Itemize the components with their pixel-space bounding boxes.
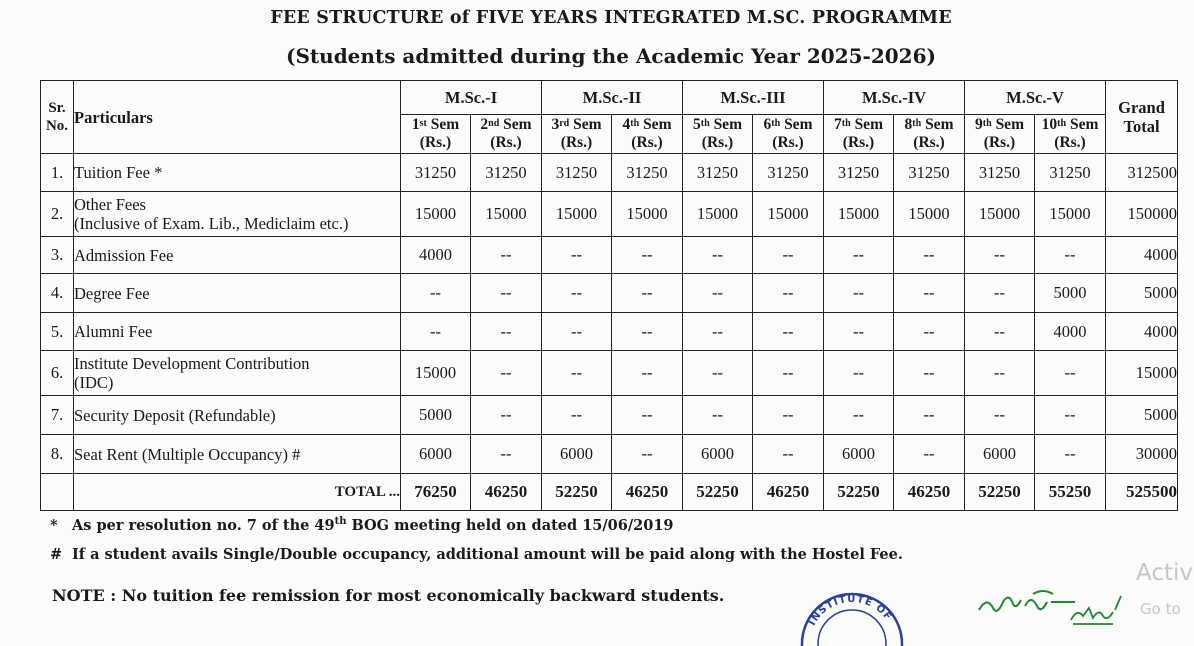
- group-header: M.Sc.-III: [683, 81, 824, 115]
- fee-value: --: [894, 396, 965, 435]
- fee-value: 6000: [965, 435, 1035, 474]
- fee-value: --: [612, 351, 683, 396]
- fee-value: 15000: [683, 192, 753, 237]
- semester-header: 5th Sem (Rs.): [683, 115, 753, 154]
- particulars-header: Particulars: [74, 81, 401, 154]
- group-header: M.Sc.-V: [965, 81, 1106, 115]
- fee-value: --: [471, 274, 542, 313]
- fee-value: --: [612, 237, 683, 274]
- particular: Tuition Fee *: [74, 154, 401, 192]
- group-header: M.Sc.-II: [542, 81, 683, 115]
- fee-value: 6000: [683, 435, 753, 474]
- fee-value: 31250: [824, 154, 894, 192]
- fee-value: 15000: [753, 192, 824, 237]
- footnote-seat-rent: # If a student avails Single/Double occupancy, additional amount will be paid along with the Hostel Fee.: [50, 546, 903, 563]
- fee-value: --: [683, 313, 753, 351]
- signature: [975, 580, 1135, 629]
- fee-value: --: [612, 313, 683, 351]
- sr-no: 4.: [41, 274, 74, 313]
- total-value: 46250: [753, 474, 824, 511]
- fee-value: --: [894, 274, 965, 313]
- fee-structure-table: [40, 80, 1178, 511]
- sr-no: 2.: [41, 192, 74, 237]
- fee-value: --: [894, 237, 965, 274]
- fee-value: 6000: [401, 435, 471, 474]
- sr-no: 5.: [41, 313, 74, 351]
- sr-no: 6.: [41, 351, 74, 396]
- fee-value: 31250: [401, 154, 471, 192]
- fee-value: --: [612, 274, 683, 313]
- semester-header: 7th Sem (Rs.): [824, 115, 894, 154]
- particular: Institute Development Contribution (IDC): [74, 351, 401, 396]
- fee-value: --: [894, 435, 965, 474]
- fee-value: --: [542, 396, 612, 435]
- activation-watermark-sub: Go to: [1140, 600, 1181, 618]
- page-subtitle: (Students admitted during the Academic Year 2025-2026): [286, 44, 936, 68]
- fee-value: --: [824, 274, 894, 313]
- fee-value: 15000: [401, 192, 471, 237]
- table-row: [41, 435, 1178, 474]
- semester-header: 3rd Sem (Rs.): [542, 115, 612, 154]
- sr-no: 3.: [41, 237, 74, 274]
- total-value: 52250: [683, 474, 753, 511]
- footnote-mark: #: [50, 546, 63, 563]
- fee-value: --: [894, 351, 965, 396]
- fee-value: 6000: [542, 435, 612, 474]
- activation-watermark: Activ: [1136, 560, 1193, 586]
- footnote-tuition: * As per resolution no. 7 of the 49th BOG meeting held on dated 15/06/2019: [50, 516, 674, 534]
- fee-value: 31250: [894, 154, 965, 192]
- fee-value: --: [824, 396, 894, 435]
- total-row: [41, 474, 1178, 511]
- fee-value: 15000: [612, 192, 683, 237]
- fee-value: --: [753, 237, 824, 274]
- total-value: 46250: [471, 474, 542, 511]
- grand-total-value: 30000: [1106, 435, 1178, 474]
- sr-no: 8.: [41, 435, 74, 474]
- svg-text:INSTITUTE OF: INSTITUTE OF: [806, 593, 894, 628]
- fee-value: --: [683, 351, 753, 396]
- grand-total-value: 4000: [1106, 313, 1178, 351]
- note-text: NOTE : No tuition fee remission for most economically backward students.: [52, 586, 725, 605]
- fee-value: 31250: [965, 154, 1035, 192]
- fee-value: --: [965, 351, 1035, 396]
- semester-header: 10th Sem (Rs.): [1035, 115, 1106, 154]
- fee-value: 15000: [471, 192, 542, 237]
- fee-value: --: [471, 237, 542, 274]
- fee-value: --: [824, 237, 894, 274]
- semester-header: 9th Sem (Rs.): [965, 115, 1035, 154]
- grand-total-value: 312500: [1106, 154, 1178, 192]
- fee-value: --: [1035, 396, 1106, 435]
- fee-value: --: [965, 313, 1035, 351]
- fee-value: --: [753, 396, 824, 435]
- fee-value: 15000: [1035, 192, 1106, 237]
- fee-value: --: [542, 274, 612, 313]
- particular: Alumni Fee: [74, 313, 401, 351]
- fee-value: 31250: [753, 154, 824, 192]
- fee-value: 4000: [401, 237, 471, 274]
- fee-value: --: [542, 237, 612, 274]
- fee-value: 5000: [401, 396, 471, 435]
- semester-header: 4th Sem (Rs.): [612, 115, 683, 154]
- particular: Other Fees (Inclusive of Exam. Lib., Mediclaim etc.): [74, 192, 401, 237]
- fee-value: --: [612, 435, 683, 474]
- semester-header: 2nd Sem (Rs.): [471, 115, 542, 154]
- fee-value: 15000: [965, 192, 1035, 237]
- table-row: [41, 313, 1178, 351]
- footnote-mark: *: [50, 517, 58, 534]
- total-value: 55250: [1035, 474, 1106, 511]
- particular: Admission Fee: [74, 237, 401, 274]
- grand-total-value: 150000: [1106, 192, 1178, 237]
- fee-value: 6000: [824, 435, 894, 474]
- page-title: FEE STRUCTURE of FIVE YEARS INTEGRATED M.SC. PROGRAMME: [270, 8, 952, 28]
- fee-value: 4000: [1035, 313, 1106, 351]
- particular: Security Deposit (Refundable): [74, 396, 401, 435]
- grand-total-value: 5000: [1106, 396, 1178, 435]
- table-row: [41, 192, 1178, 237]
- fee-value: --: [612, 396, 683, 435]
- fee-value: --: [401, 313, 471, 351]
- total-value: 76250: [401, 474, 471, 511]
- table-row: [41, 396, 1178, 435]
- fee-value: --: [965, 274, 1035, 313]
- fee-value: 31250: [542, 154, 612, 192]
- fee-value: --: [683, 274, 753, 313]
- institute-seal: [796, 586, 906, 646]
- fee-value: --: [401, 274, 471, 313]
- fee-value: --: [471, 396, 542, 435]
- grand-total-value: 15000: [1106, 351, 1178, 396]
- fee-value: --: [753, 274, 824, 313]
- fee-value: --: [824, 351, 894, 396]
- fee-value: --: [542, 351, 612, 396]
- grand-total-value: 5000: [1106, 274, 1178, 313]
- semester-header: 6th Sem (Rs.): [753, 115, 824, 154]
- particular: Degree Fee: [74, 274, 401, 313]
- table-row: [41, 274, 1178, 313]
- grand-total-header: Grand Total: [1106, 81, 1178, 154]
- total-value: 46250: [894, 474, 965, 511]
- grand-total-sum: 525500: [1106, 474, 1178, 511]
- fee-value: --: [683, 396, 753, 435]
- fee-value: --: [894, 313, 965, 351]
- sr-no: 7.: [41, 396, 74, 435]
- fee-value: --: [753, 351, 824, 396]
- fee-value: 15000: [542, 192, 612, 237]
- semester-header: 8th Sem (Rs.): [894, 115, 965, 154]
- fee-value: --: [824, 313, 894, 351]
- sr-no: 1.: [41, 154, 74, 192]
- total-value: 46250: [612, 474, 683, 511]
- table-row: [41, 154, 1178, 192]
- table-row: [41, 351, 1178, 396]
- group-header: M.Sc.-IV: [824, 81, 965, 115]
- fee-value: --: [471, 435, 542, 474]
- fee-value: --: [965, 237, 1035, 274]
- table-row: [41, 237, 1178, 274]
- fee-value: 31250: [683, 154, 753, 192]
- fee-value: --: [965, 396, 1035, 435]
- group-header: M.Sc.-I: [401, 81, 542, 115]
- fee-value: --: [471, 351, 542, 396]
- fee-value: 31250: [612, 154, 683, 192]
- total-value: 52250: [824, 474, 894, 511]
- fee-value: 15000: [824, 192, 894, 237]
- total-value: 52250: [542, 474, 612, 511]
- fee-value: --: [683, 237, 753, 274]
- fee-value: --: [1035, 351, 1106, 396]
- total-value: 52250: [965, 474, 1035, 511]
- total-label: TOTAL ...: [74, 474, 401, 511]
- fee-value: --: [1035, 435, 1106, 474]
- fee-value: --: [753, 435, 824, 474]
- sr-no-header: Sr. No.: [41, 81, 74, 154]
- fee-value: --: [1035, 237, 1106, 274]
- fee-value: --: [753, 313, 824, 351]
- fee-value: --: [542, 313, 612, 351]
- semester-header: 1st Sem (Rs.): [401, 115, 471, 154]
- fee-value: 15000: [894, 192, 965, 237]
- grand-total-value: 4000: [1106, 237, 1178, 274]
- fee-value: 5000: [1035, 274, 1106, 313]
- fee-value: --: [471, 313, 542, 351]
- fee-value: 31250: [471, 154, 542, 192]
- fee-value: 31250: [1035, 154, 1106, 192]
- fee-value: 15000: [401, 351, 471, 396]
- particular: Seat Rent (Multiple Occupancy) #: [74, 435, 401, 474]
